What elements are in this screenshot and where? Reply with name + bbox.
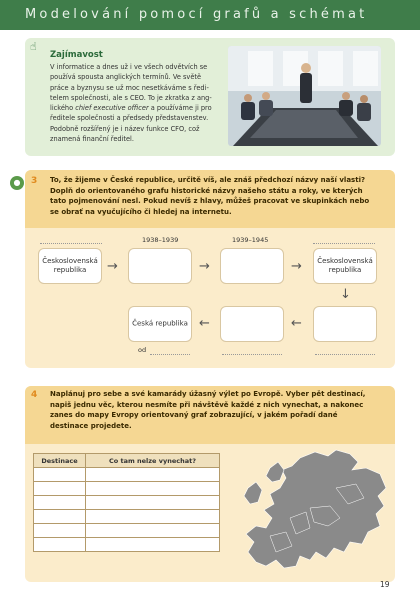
arrow-left-icon: ←	[291, 316, 302, 331]
year-blank[interactable]	[315, 354, 375, 355]
info-line: telem společnosti, ale s CEO. To je zkratka z ang-	[50, 93, 212, 102]
node-label: Česká republika	[132, 319, 188, 328]
task-3-line: tato pojmenování nesl. Pokud nevíš z hlavy, můžeš pracovat ve skupinkách nebo	[50, 197, 370, 206]
task-4-number: 4	[31, 390, 38, 400]
task-3-line: To, že žijeme v České republice, určitě víš, ale znáš předchozí názvy naší vlasti?	[50, 176, 366, 184]
table-cell[interactable]	[34, 510, 86, 524]
graph-node[interactable]	[128, 306, 192, 342]
table-header-row	[34, 454, 220, 468]
date-label: 1938–1939	[142, 236, 179, 244]
page-number: 19	[380, 580, 390, 589]
table-cell[interactable]	[86, 538, 220, 552]
header-must-see: Co tam nelze vynechat?	[86, 454, 220, 468]
info-line: Podobně rozšířený je i název funkce CFO, což	[50, 124, 200, 133]
arrow-right-icon: →	[107, 259, 118, 274]
globe-icon: ●	[10, 176, 24, 190]
table-row[interactable]	[34, 468, 220, 482]
task-4-text	[50, 389, 390, 431]
info-text	[50, 62, 222, 144]
destination-table	[33, 453, 220, 552]
header-destination: Destinace	[34, 454, 86, 468]
task-4-line: destinace projedete.	[50, 421, 132, 430]
info-line-part: a používáme ji pro	[148, 104, 212, 113]
year-blank[interactable]	[40, 243, 102, 244]
od-label: od	[138, 346, 147, 354]
chapter-title: Modelování pomocí grafů a schémat	[25, 7, 368, 22]
info-line: V informatice a dnes už i ve všech odvětvích se	[50, 63, 208, 71]
table-row[interactable]	[34, 510, 220, 524]
graph-node[interactable]	[313, 248, 377, 284]
table-cell[interactable]	[86, 510, 220, 524]
task-4-line: napiš jednu věc, kterou nesmíte při návštěvě každé z nich vynechat, a nakonec	[50, 400, 364, 409]
node-label: Československá republika	[42, 257, 98, 274]
year-blank[interactable]	[150, 354, 190, 355]
task-4-line: Naplánuj pro sebe a své kamarády úžasný výlet po Evropě. Vyber pět destinací,	[50, 390, 366, 398]
table-cell[interactable]	[34, 468, 86, 482]
task-3-line: Doplň do orientovaného grafu historické názvy našeho státu a roky, ve kterých	[50, 186, 363, 195]
graph-node[interactable]	[38, 248, 102, 284]
table-cell[interactable]	[34, 482, 86, 496]
year-blank[interactable]	[222, 354, 282, 355]
node-label: Československá republika	[317, 257, 373, 274]
task-3-line: se obrať na vyučujícího či hledej na internetu.	[50, 207, 232, 216]
graph-node-blank[interactable]	[313, 306, 377, 342]
arrow-left-icon: ←	[199, 316, 210, 331]
table-row[interactable]	[34, 538, 220, 552]
info-line	[50, 103, 222, 113]
table-cell[interactable]	[86, 496, 220, 510]
table-row[interactable]	[34, 496, 220, 510]
arrow-down-icon: ↓	[340, 287, 351, 302]
task-3-number: 3	[31, 176, 38, 186]
pointing-hand-icon: ☝	[30, 40, 37, 53]
graph-node-blank[interactable]	[220, 306, 284, 342]
task-3-text	[50, 175, 390, 217]
info-line-part: lického	[50, 104, 76, 113]
table-cell[interactable]	[34, 496, 86, 510]
info-line: práce a byznysu se už moc nesetkáváme s ředi-	[50, 83, 209, 92]
table-row[interactable]	[34, 524, 220, 538]
table-cell[interactable]	[86, 468, 220, 482]
info-line: používá spousta anglických termínů. Ve světě	[50, 73, 202, 82]
graph-node-blank[interactable]	[220, 248, 284, 284]
year-blank[interactable]	[313, 243, 375, 244]
graph-node-blank[interactable]	[128, 248, 192, 284]
table-cell[interactable]	[34, 538, 86, 552]
info-title: Zajímavost	[50, 50, 103, 60]
task-4-line: zanes do mapy Evropy orientovaný graf zobrazující, v jakém pořadí dané	[50, 411, 338, 420]
date-label: 1939–1945	[232, 236, 269, 244]
table-cell[interactable]	[86, 482, 220, 496]
arrow-right-icon: →	[199, 259, 210, 274]
info-line: ředitele společnosti a předsedy představenstev.	[50, 114, 209, 123]
info-italic-term: chief executive officer	[75, 104, 149, 113]
info-line: znamená finanční ředitel.	[50, 135, 134, 144]
business-meeting-photo	[228, 46, 381, 146]
table-cell[interactable]	[34, 524, 86, 538]
table-row[interactable]	[34, 482, 220, 496]
europe-map[interactable]	[240, 448, 390, 576]
arrow-right-icon: →	[291, 259, 302, 274]
table-cell[interactable]	[86, 524, 220, 538]
